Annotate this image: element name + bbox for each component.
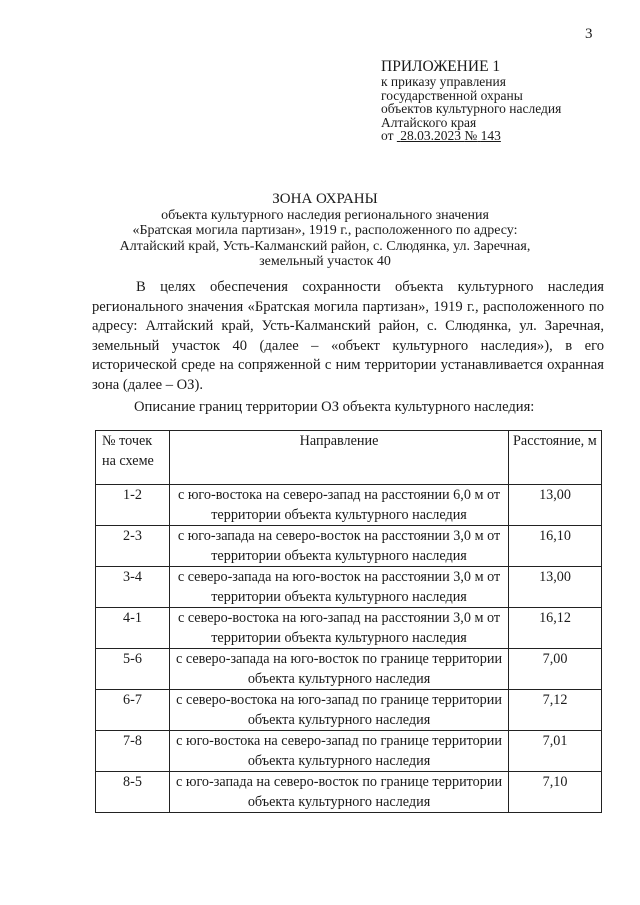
date-prefix: от [381, 128, 394, 144]
direction-cell: с юго-востока на северо-запад на расстоянии 6,0 м от территории объекта культурного наследия [170, 485, 509, 526]
direction-cell: с северо-востока на юго-запад на расстоянии 3,0 м от территории объекта культурного наследия [170, 608, 509, 649]
table-row [96, 526, 602, 567]
points-cell: 4-1 [96, 608, 170, 649]
distance-cell: 7,12 [509, 690, 602, 731]
direction-cell: с юго-запада на северо-восток на расстоянии 3,0 м от территории объекта культурного наследия [170, 526, 509, 567]
appendix-line: государственной охраны [381, 87, 523, 103]
header-distance: Расстояние, м [509, 431, 602, 485]
distance-cell: 7,00 [509, 649, 602, 690]
table-row [96, 690, 602, 731]
table-row [96, 567, 602, 608]
table-row [96, 485, 602, 526]
distance-cell: 7,10 [509, 772, 602, 813]
points-cell: 2-3 [96, 526, 170, 567]
points-cell: 1-2 [96, 485, 170, 526]
table-row [96, 772, 602, 813]
points-cell: 6-7 [96, 690, 170, 731]
points-cell: 5-6 [96, 649, 170, 690]
direction-cell: с юго-запада на северо-восток по границе территории объекта культурного наследия [170, 772, 509, 813]
table-header-row [96, 431, 602, 485]
body-paragraph: В целях обеспечения сохранности объекта культурного наследия регионального значения «Братская могила партизан», 1919 г., расположенного по адресу: Алтайский край, Усть-Калманский район, с. Слюдянка, ул. Заречная, земельный участок 40 (далее – «объект культурного наследия»), в его исторической среде на сопряженной с ним территории устанавливается охранная зона (далее – ОЗ). [92, 279, 604, 393]
appendix-line: объектов культурного наследия [381, 101, 562, 117]
order-date: 28.03.2023 № 143 [400, 128, 501, 144]
points-cell: 3-4 [96, 567, 170, 608]
zone-heading: ЗОНА ОХРАНЫ [272, 191, 378, 207]
points-cell: 7-8 [96, 731, 170, 772]
order-number: 143 [480, 128, 501, 144]
table-caption: Описание границ территории ОЗ объекта культурного наследия: [134, 399, 535, 415]
direction-cell: с северо-запада на юго-восток на расстоянии 3,0 м от территории объекта культурного наследия [170, 567, 509, 608]
distance-cell: 13,00 [509, 567, 602, 608]
zone-line: земельный участок 40 [259, 254, 391, 269]
appendix-line: к приказу управления [381, 74, 506, 89]
direction-cell: с юго-востока на северо-запад по границе территории объекта культурного наследия [170, 731, 509, 772]
table-row [96, 731, 602, 772]
distance-cell: 16,10 [509, 526, 602, 567]
appendix-title: ПРИЛОЖЕНИЕ 1 [381, 58, 501, 75]
zone-line: Алтайский край, Усть-Калманский район, с. Слюдянка, ул. Заречная, [119, 238, 531, 254]
zone-line: «Братская могила партизан», 1919 г., расположенного по адресу: [132, 223, 518, 238]
appendix-block [381, 58, 561, 143]
table-row [96, 649, 602, 690]
distance-cell: 16,12 [509, 608, 602, 649]
appendix-line: Алтайского края [381, 114, 477, 130]
points-cell: 8-5 [96, 772, 170, 813]
direction-cell: с северо-востока на юго-запад по границе территории объекта культурного наследия [170, 690, 509, 731]
page-number: 3 [585, 26, 593, 42]
header-direction: Направление [170, 431, 509, 485]
boundary-table [95, 430, 602, 813]
distance-cell: 7,01 [509, 731, 602, 772]
appendix-date-line [381, 129, 561, 143]
zone-line: объекта культурного наследия регионального значения [161, 207, 489, 223]
header-points: № точек на схеме [96, 431, 170, 485]
table-row [96, 608, 602, 649]
direction-cell: с северо-запада на юго-восток по границе территории объекта культурного наследия [170, 649, 509, 690]
number-sign: № [464, 128, 478, 144]
zone-title-block [110, 192, 540, 270]
distance-cell: 13,00 [509, 485, 602, 526]
